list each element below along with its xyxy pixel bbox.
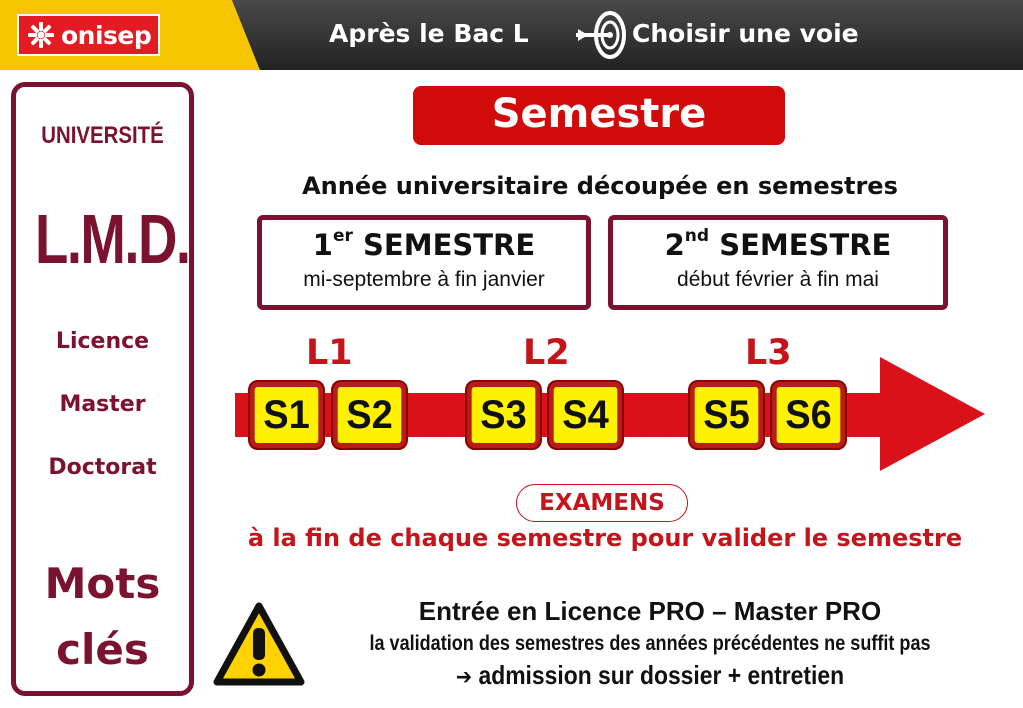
right-arrow-icon: ➔ xyxy=(455,665,473,690)
examens-note: à la fin de chaque semestre pour valider le semestre xyxy=(247,524,963,552)
sidebar-mots: Mots xyxy=(44,559,161,608)
sidebar-item-master: Master xyxy=(59,392,146,417)
target-arrow-icon xyxy=(574,9,632,61)
pro-title: Entrée en Licence PRO – Master PRO xyxy=(418,596,882,626)
sidebar-universite: UNIVERSITÉ xyxy=(41,122,164,149)
logo-text: onisep xyxy=(61,20,152,50)
subtitle: Année universitaire découpée en semestres xyxy=(302,172,898,200)
first-semester-period: mi-septembre à fin janvier xyxy=(303,268,545,291)
second-semester-ordinal: nd xyxy=(684,226,710,246)
sidebar-cles: clés xyxy=(56,625,149,674)
semester-box-s1: S1 xyxy=(250,382,323,448)
keywords-sidebar xyxy=(11,82,194,696)
second-semester-box xyxy=(608,215,948,310)
header-bar xyxy=(0,0,1023,70)
first-semester-number: 1 xyxy=(312,228,333,262)
sidebar-item-doctorat: Doctorat xyxy=(48,455,157,480)
pro-admission xyxy=(342,660,958,691)
second-semester-label: SEMESTRE xyxy=(719,228,892,262)
first-semester-box xyxy=(257,215,591,310)
first-semester-label: SEMESTRE xyxy=(363,228,536,262)
semester-box-s4: S4 xyxy=(549,382,622,448)
semester-box-s3: S3 xyxy=(467,382,540,448)
second-semester-period: début février à fin mai xyxy=(677,268,879,291)
onisep-star-icon xyxy=(25,19,57,51)
header-title-left: Après le Bac L xyxy=(329,19,529,48)
sidebar-lmd: L.M.D. xyxy=(35,200,190,278)
level-l2: L2 xyxy=(523,333,570,373)
admission-text: admission sur dossier + entretien xyxy=(478,660,845,690)
examens-label: EXAMENS xyxy=(516,484,688,522)
onisep-logo[interactable] xyxy=(17,14,160,56)
second-semester-heading xyxy=(613,228,943,262)
second-semester-number: 2 xyxy=(664,228,685,262)
level-l3: L3 xyxy=(745,333,792,373)
sidebar-item-licence: Licence xyxy=(55,329,150,354)
semester-box-s5: S5 xyxy=(690,382,763,448)
semester-box-s2: S2 xyxy=(333,382,406,448)
warning-triangle-icon xyxy=(213,602,305,686)
first-semester-ordinal: er xyxy=(332,226,353,246)
level-l1: L1 xyxy=(306,333,353,373)
header-title-right: Choisir une voie xyxy=(632,19,859,48)
semestre-title: Semestre xyxy=(413,86,785,145)
first-semester-heading xyxy=(262,228,586,262)
semester-box-s6: S6 xyxy=(772,382,845,448)
pro-subtitle: la validation des semestres des années précédentes ne suffit pas xyxy=(369,632,931,655)
